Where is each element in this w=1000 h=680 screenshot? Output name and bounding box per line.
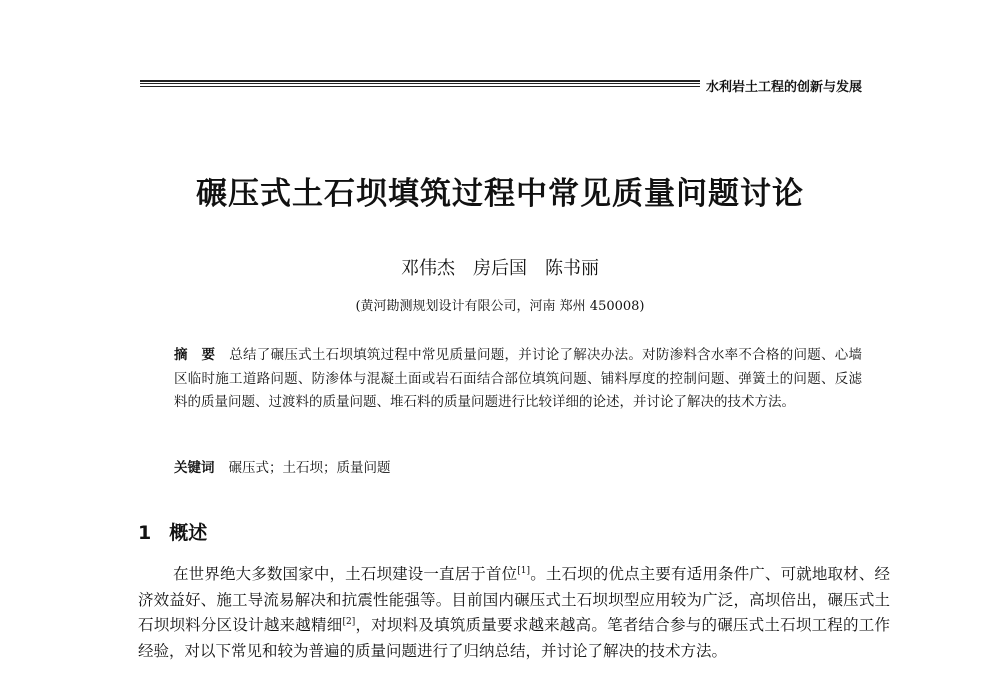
abstract [174, 344, 862, 415]
paragraph-text-2: 。土石坝的优点主要有适用条件广、可就地取材、经济效益好、施工导流易解决和抗震性能强等。目前国内碾压式土石坝坝型应用较为广泛，高坝倍出，碾压式土石坝坝料分区设计越来越精细 [138, 565, 890, 634]
paragraph-text-3: ，对坝料及填筑质量要求越来越高。笔者结合参与的碾压式土石坝工程的工作经验，对以下常见和较为普遍的质量问题进行了归纳总结，并讨论了解决的技术方法。 [138, 616, 890, 660]
paper-title: 碾压式土石坝填筑过程中常见质量问题讨论 [196, 176, 804, 212]
paragraph-text-1: 在世界绝大多数国家中，土石坝建设一直居于首位 [173, 565, 518, 583]
section-title: 概述 [169, 522, 208, 544]
header-rule [140, 80, 700, 87]
citation-2: [2] [342, 617, 356, 627]
keywords-label: 关键词 [174, 460, 215, 476]
section-heading [138, 518, 207, 545]
abstract-label: 摘 要 [174, 347, 216, 363]
keywords [174, 456, 391, 476]
affiliation: (黄河勘测规划设计有限公司，河南 郑州 450008) [355, 299, 645, 314]
authors: 邓伟杰 房后国 陈书丽 [401, 258, 599, 279]
citation-1: [1] [517, 566, 531, 576]
running-header: 水利岩土工程的创新与发展 [706, 80, 863, 95]
abstract-text: 总结了碾压式土石坝填筑过程中常见质量问题，并讨论了解决办法。对防渗料含水率不合格的问题、心墙区临时施工道路问题、防渗体与混凝土面或岩石面结合部位填筑问题、铺料厚度的控制问题、弹簧土的问题、反滤料的质量问题、过渡料的质量问题、堆石料的质量问题进行比较详细的论述，并讨论了解决的技术方法。 [174, 347, 862, 410]
body-paragraph [138, 562, 890, 664]
keywords-text: 碾压式；土石坝；质量问题 [228, 460, 391, 476]
section-number: 1 [138, 522, 152, 544]
